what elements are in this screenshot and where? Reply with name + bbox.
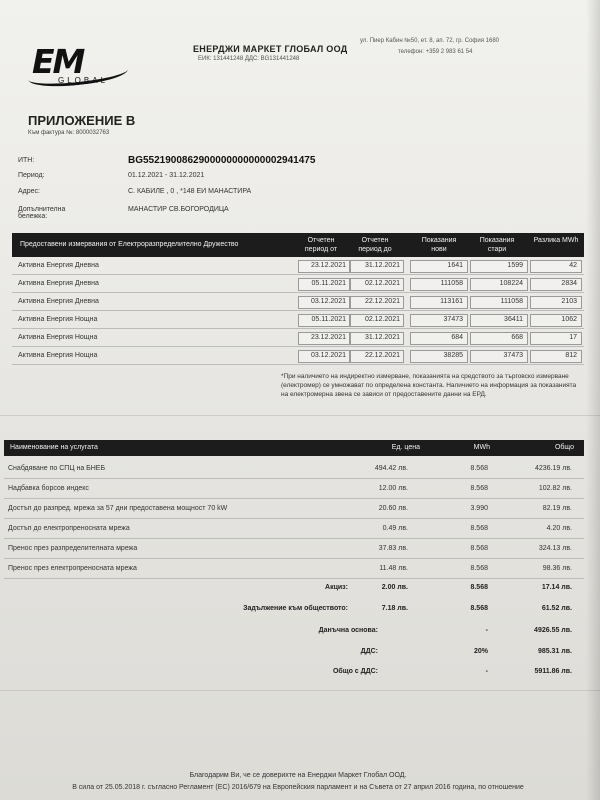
- service-name: Пренос през разпределителната мрежа: [8, 545, 138, 552]
- unit-price: 37.83 лв.: [378, 545, 408, 552]
- totals-row-excise: [0, 584, 598, 602]
- reading-old: 1599: [507, 262, 523, 269]
- reading-new: 684: [451, 334, 463, 341]
- totals-label: Данъчна основа:: [318, 627, 378, 634]
- reading-new: 111058: [440, 280, 463, 287]
- service-name: Надбавка борсов индекс: [8, 485, 89, 492]
- period-to: 31.12.2021: [364, 334, 400, 341]
- table-row: [12, 330, 584, 347]
- meta-label: ИТН:: [18, 157, 35, 164]
- meta-value: BG5521900862900000000000002941475: [128, 155, 316, 166]
- reading-diff: 812: [565, 352, 577, 359]
- column-header: Общо: [554, 444, 574, 451]
- totals-quantity: 8.568: [470, 605, 488, 612]
- reading-old: 108224: [499, 280, 523, 287]
- totals-unit-price: 2.00 лв.: [381, 584, 408, 591]
- line-total: 82.19 лв.: [542, 505, 572, 512]
- services-table-header: [4, 440, 584, 456]
- reading-diff: 2103: [561, 298, 577, 305]
- totals-amount: 61.52 лв.: [541, 605, 572, 612]
- totals-label: ДДС:: [360, 648, 378, 655]
- period-from: 23.12.2021: [310, 334, 346, 341]
- table-row: [12, 294, 584, 311]
- reading-type: Активна Енергия Нощна: [18, 352, 98, 359]
- period-from: 23.12.2021: [310, 262, 346, 269]
- table-row: [4, 520, 584, 539]
- reading-new: 38285: [443, 352, 463, 359]
- table-row: [4, 500, 584, 519]
- table-row: [4, 540, 584, 559]
- line-total: 4.20 лв.: [546, 525, 572, 532]
- period-from: 03.12.2021: [310, 298, 346, 305]
- column-header: Показания стари: [479, 237, 515, 253]
- meta-value: МАНАСТИР СВ.БОГОРОДИЦА: [128, 206, 229, 213]
- table-row: [4, 460, 584, 479]
- reading-diff: 2834: [561, 280, 577, 287]
- line-total: 324.13 лв.: [538, 545, 572, 552]
- column-header: MWh: [473, 444, 490, 451]
- totals-label: Общо с ДДС:: [332, 668, 378, 675]
- reading-new: 1641: [447, 262, 463, 269]
- totals-row-obligation: [0, 605, 598, 623]
- reading-old: 37473: [503, 352, 523, 359]
- totals-quantity: -: [485, 668, 488, 675]
- totals-row-grand-total: [0, 668, 598, 686]
- column-header: Отчетен период до: [358, 237, 392, 253]
- column-header: Разлика MWh: [533, 237, 579, 244]
- reading-type: Активна Енергия Нощна: [18, 316, 98, 323]
- line-total: 4236.19 лв.: [535, 465, 572, 472]
- totals-label: Акциз:: [325, 584, 348, 591]
- line-total: 98.36 лв.: [542, 565, 572, 572]
- column-header: Предоставени измервания от Електроразпределително Дружество: [20, 241, 239, 248]
- company-phone: телефон: +359 2 983 61 54: [398, 49, 473, 55]
- quantity-mwh: 8.568: [470, 465, 488, 472]
- reading-type: Активна Енергия Нощна: [18, 334, 98, 341]
- totals-amount: 985.31 лв.: [537, 648, 572, 655]
- unit-price: 0.49 лв.: [382, 525, 408, 532]
- table-row: [12, 276, 584, 293]
- column-header: Показания нови: [421, 237, 457, 253]
- document-title: ПРИЛОЖЕНИЕ В: [28, 113, 136, 128]
- reading-diff: 1062: [561, 316, 577, 323]
- table-row: [12, 258, 584, 275]
- totals-unit-price: 7.18 лв.: [381, 605, 408, 612]
- totals-quantity: -: [485, 627, 488, 634]
- company-name: ЕНЕРДЖИ МАРКЕТ ГЛОБАЛ ООД: [193, 44, 348, 54]
- quantity-mwh: 8.568: [470, 485, 488, 492]
- reading-diff: 17: [569, 334, 577, 341]
- company-address: ул. Пиер Кабин №50, ет. 8, ап. 72, гр. София 1680: [360, 38, 499, 44]
- period-from: 03.12.2021: [310, 352, 346, 359]
- logo-subtitle: GLOBAL: [58, 76, 109, 85]
- quantity-mwh: 8.568: [470, 545, 488, 552]
- reading-type: Активна Енергия Дневна: [18, 262, 99, 269]
- period-from: 05.11.2021: [311, 280, 346, 287]
- meta-label: Адрес:: [18, 188, 40, 195]
- reading-old: 111058: [500, 298, 523, 305]
- paper-fold: [0, 415, 600, 416]
- service-name: Достъп до електропреносната мрежа: [8, 525, 130, 532]
- meta-value: 01.12.2021 - 31.12.2021: [128, 172, 205, 179]
- company-ids: ЕИК: 131441248 ДДС: BG131441248: [198, 56, 300, 62]
- unit-price: 20.60 лв.: [378, 505, 408, 512]
- table-row: [12, 348, 584, 365]
- period-to: 02.12.2021: [364, 316, 400, 323]
- quantity-mwh: 3.990: [470, 505, 488, 512]
- period-to: 31.12.2021: [364, 262, 400, 269]
- reading-new: 37473: [443, 316, 463, 323]
- totals-amount: 4926.55 лв.: [534, 627, 572, 634]
- meta-label: Допълнителна бележка:: [18, 206, 66, 220]
- reading-old: 668: [511, 334, 523, 341]
- meta-label: Период:: [18, 172, 45, 179]
- table-row: [12, 312, 584, 329]
- column-header: Наименование на услугата: [10, 444, 98, 451]
- unit-price: 494.42 лв.: [374, 465, 408, 472]
- totals-row-tax-base: [0, 627, 598, 645]
- quantity-mwh: 8.568: [470, 525, 488, 532]
- period-to: 22.12.2021: [364, 298, 400, 305]
- line-total: 102.82 лв.: [538, 485, 572, 492]
- column-header: Ед. цена: [391, 444, 420, 451]
- unit-price: 11.48 лв.: [379, 565, 408, 572]
- paper-fold: [0, 690, 600, 691]
- meta-value: С. КАБИЛЕ , 0 , *148 ЕИ МАНАСТИРА: [128, 188, 252, 195]
- column-header: Отчетен период от: [304, 237, 338, 253]
- reading-new: 113161: [440, 298, 463, 305]
- invoice-reference: Към фактура №: 8000032763: [28, 130, 110, 136]
- table-row: [4, 560, 584, 579]
- service-name: Снабдяване по СПЦ на БНЕБ: [8, 465, 106, 472]
- reading-type: Активна Енергия Дневна: [18, 298, 99, 305]
- logo-mark: EM: [32, 42, 84, 81]
- totals-quantity: 8.568: [470, 584, 488, 591]
- reading-type: Активна Енергия Дневна: [18, 280, 99, 287]
- reading-diff: 42: [569, 262, 577, 269]
- company-logo: [28, 42, 138, 88]
- totals-row-vat: [0, 648, 598, 666]
- period-to: 02.12.2021: [364, 280, 400, 287]
- totals-amount: 5911.86 лв.: [534, 668, 572, 675]
- totals-quantity: 20%: [473, 648, 488, 655]
- footer-thanks: Благодарим Ви, че се доверихте на Енерджи Маркет Глобал ООД.: [189, 772, 407, 779]
- footer-legal: В сила от 25.05.2018 г. съгласно Регламент (ЕС) 2016/679 на Европейския парламент и на Съвета от 27 април 2016 година, по отношение: [72, 784, 524, 791]
- service-name: Пренос през електропреносната мрежа: [8, 565, 137, 572]
- reading-old: 36411: [504, 316, 523, 323]
- unit-price: 12.00 лв.: [378, 485, 408, 492]
- totals-label: Задължение към обществото:: [243, 605, 348, 612]
- table-row: [4, 480, 584, 499]
- readings-footnote: *При наличието на индиректно измерване, показанията на средството за търговско измерване (електромер) се умножават по определена константа. Наличието на информация за показанията на електромерна звена се зависи от предоставените данни на ЕРД.: [281, 373, 577, 398]
- service-name: Достъп до разпред. мрежа за 57 дни предоставена мощност 70 kW: [8, 505, 228, 512]
- period-from: 05.11.2021: [311, 316, 346, 323]
- totals-amount: 17.14 лв.: [541, 584, 572, 591]
- quantity-mwh: 8.568: [470, 565, 488, 572]
- period-to: 22.12.2021: [364, 352, 400, 359]
- readings-table-header: [12, 233, 584, 257]
